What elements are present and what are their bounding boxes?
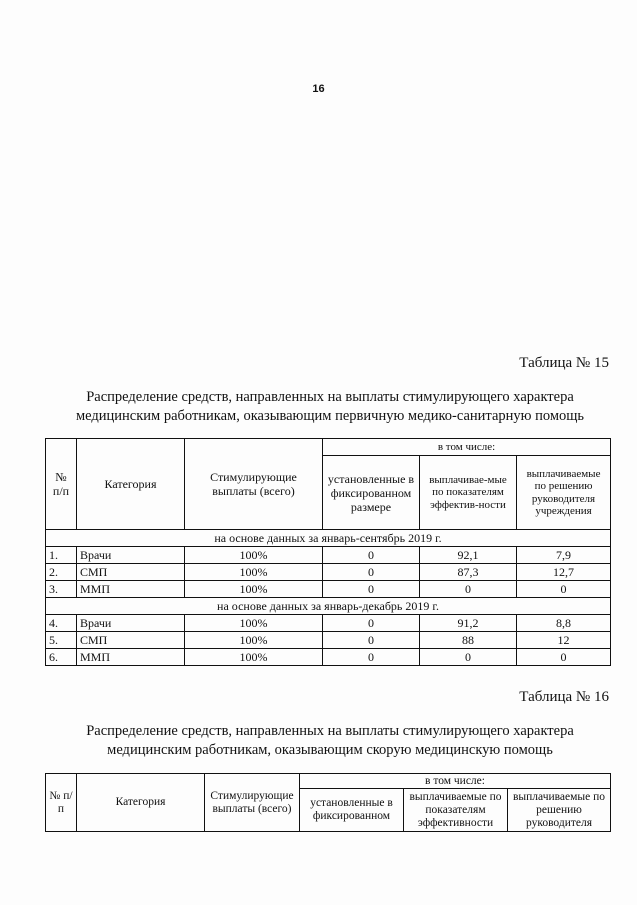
row-fixed: 0: [323, 547, 420, 564]
row-total: 100%: [185, 632, 323, 649]
header-indicators: выплачивае-мые по показателям эффектив-ности: [420, 456, 517, 530]
table-16-title-line2: медицинским работникам, оказывающим скорую медицинскую помощь: [107, 742, 553, 758]
table-row: [46, 649, 611, 666]
row-num: 1.: [46, 547, 77, 564]
table-16: [45, 773, 611, 832]
table-row: [46, 547, 611, 564]
row-fixed: 0: [323, 581, 420, 598]
row-head: 12: [517, 632, 611, 649]
row-head: 0: [517, 581, 611, 598]
header-num: № п/п: [46, 439, 77, 530]
row-indicators: 88: [420, 632, 517, 649]
table-15-title-line2: медицинским работникам, оказывающим первичную медико-санитарную помощь: [75, 408, 585, 424]
row-total: 100%: [185, 564, 323, 581]
table-row: [46, 632, 611, 649]
row-head: 7,9: [517, 547, 611, 564]
table-15-title: [40, 388, 620, 426]
header-total: Стимулирующие выплаты (всего): [185, 439, 323, 530]
row-num: 2.: [46, 564, 77, 581]
table-16-title-line1: Распределение средств, направленных на выплаты стимулирующего характера: [86, 723, 574, 739]
table-15-title-line1: Распределение средств, направленных на выплаты стимулирующего характера: [86, 389, 574, 405]
table-row: [46, 581, 611, 598]
row-indicators: 0: [420, 581, 517, 598]
table-row: [46, 564, 611, 581]
header-category: Категория: [77, 774, 205, 832]
row-category: Врачи: [77, 615, 185, 632]
row-total: 100%: [185, 581, 323, 598]
section-title: на основе данных за январь-декабрь 2019 г.: [46, 598, 611, 615]
table-16-label: Таблица № 16: [519, 689, 609, 705]
header-including: в том числе:: [300, 774, 611, 789]
row-fixed: 0: [323, 632, 420, 649]
row-category: Врачи: [77, 547, 185, 564]
row-category: ММП: [77, 649, 185, 666]
row-head: 12,7: [517, 564, 611, 581]
row-indicators: 92,1: [420, 547, 517, 564]
row-category: СМП: [77, 632, 185, 649]
row-num: 6.: [46, 649, 77, 666]
header-num: № п/п: [46, 774, 77, 832]
row-category: ММП: [77, 581, 185, 598]
row-indicators: 91,2: [420, 615, 517, 632]
row-indicators: 87,3: [420, 564, 517, 581]
table-15: [45, 438, 611, 666]
row-indicators: 0: [420, 649, 517, 666]
row-total: 100%: [185, 649, 323, 666]
row-num: 4.: [46, 615, 77, 632]
header-category: Категория: [77, 439, 185, 530]
header-head-decision: выплачиваемые по решению руководителя: [508, 789, 611, 832]
header-total: Стимулирующие выплаты (всего): [205, 774, 300, 832]
page-number: 16: [312, 83, 325, 95]
table-16-title: [40, 722, 620, 760]
row-fixed: 0: [323, 615, 420, 632]
table-15-label: Таблица № 15: [519, 355, 609, 371]
row-total: 100%: [185, 615, 323, 632]
row-total: 100%: [185, 547, 323, 564]
header-head-decision: выплачиваемые по решению руководителя учреждения: [517, 456, 611, 530]
row-num: 5.: [46, 632, 77, 649]
row-category: СМП: [77, 564, 185, 581]
row-fixed: 0: [323, 649, 420, 666]
row-head: 0: [517, 649, 611, 666]
header-including: в том числе:: [323, 439, 611, 456]
section-title: на основе данных за январь-сентябрь 2019 г.: [46, 530, 611, 547]
header-fixed: установленные в фиксированном размере: [323, 456, 420, 530]
row-num: 3.: [46, 581, 77, 598]
row-fixed: 0: [323, 564, 420, 581]
header-fixed: установленные в фиксированном: [300, 789, 404, 832]
table-row: [46, 615, 611, 632]
row-head: 8,8: [517, 615, 611, 632]
header-indicators: выплачиваемые по показателям эффективности: [404, 789, 508, 832]
